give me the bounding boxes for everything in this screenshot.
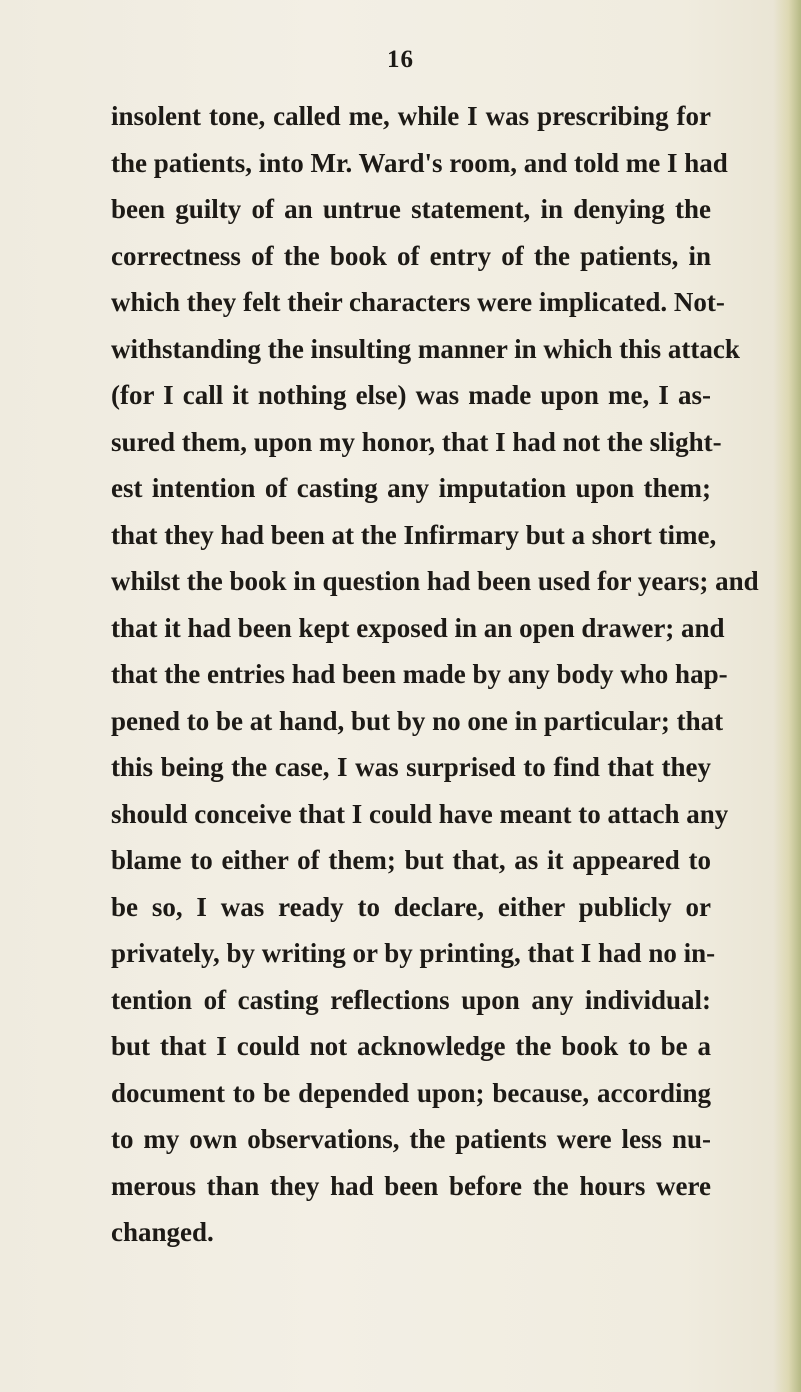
text-line: this being the case, I was surprised to find that they xyxy=(111,752,711,782)
text-line: document to be depended upon; because, according xyxy=(111,1077,711,1108)
text-line: been guilty of an untrue statement, in denying the xyxy=(111,194,711,224)
text-line: insolent tone, called me, while I was prescribing for xyxy=(111,101,711,131)
text-line: blame to either of them; but that, as it appeared to xyxy=(111,845,711,875)
page-number: 16 xyxy=(387,46,414,73)
text-line: correctness of the book of entry of the patients, in xyxy=(111,240,711,271)
text-line: should conceive that I could have meant to attach any xyxy=(111,798,729,829)
text-line: est intention of casting any imputation upon them; xyxy=(111,473,711,503)
text-line: that it had been kept exposed in an open drawer; and xyxy=(111,612,725,643)
body-paragraph xyxy=(111,93,759,1256)
text-line: pened to be at hand, but by no one in particular; that xyxy=(111,705,724,736)
text-line: privately, by writing or by printing, that I had no in- xyxy=(111,938,716,968)
page-edge-shadow xyxy=(773,0,801,1392)
text-line: but that I could not acknowledge the book to be a xyxy=(111,1031,711,1061)
text-line: that they had been at the Infirmary but a short time, xyxy=(111,519,717,550)
text-line: the patients, into Mr. Ward's room, and told me I had xyxy=(111,147,728,178)
text-line: sured them, upon my honor, that I had not the slight- xyxy=(111,426,722,457)
text-line: to my own observations, the patients were less nu- xyxy=(111,1124,711,1154)
text-line: withstanding the insulting manner in which this attack xyxy=(111,333,740,364)
text-line: whilst the book in question had been used for years; and xyxy=(111,566,759,596)
text-line-final: changed. xyxy=(111,1217,214,1247)
text-line: tention of casting reflections upon any individual: xyxy=(111,984,711,1015)
text-line: be so, I was ready to declare, either publicly or xyxy=(111,891,711,922)
text-line: (for I call it nothing else) was made upon me, I as- xyxy=(111,380,711,410)
text-line: that the entries had been made by any body who hap- xyxy=(111,659,728,689)
text-line: merous than they had been before the hours were xyxy=(111,1170,711,1201)
text-line: which they felt their characters were implicated. Not- xyxy=(111,287,725,317)
